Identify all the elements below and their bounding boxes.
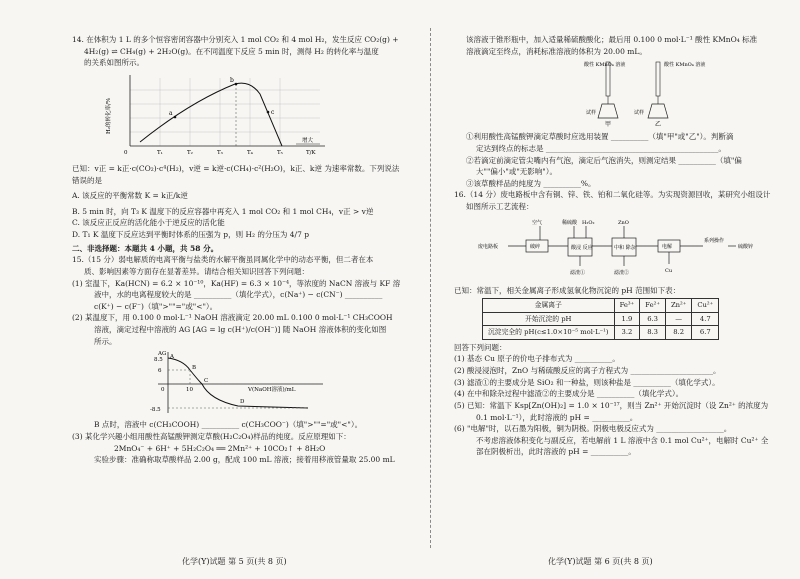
table-header-cell: Fe³⁺	[614, 299, 640, 313]
buret-figure	[586, 60, 784, 128]
point-c-label: c	[271, 108, 275, 116]
flow-series-ops: 系列操作	[704, 237, 725, 244]
q15-cont-line: 溶液滴定至终点，消耗标准溶液的体积为 20.00 mL。	[466, 46, 647, 56]
q15-cont-line: ①利用酸性高锰酸钾滴定草酸时应选用装置 __________（填"甲"或"乙"）。判断滴	[466, 132, 734, 142]
ag-x-label: V(NaOH溶液)/mL	[248, 387, 296, 394]
q15-line: 15.（15 分）弱电解质的电离平衡与盐类的水解平衡虽同属化学中的动态平衡，但二者在本	[72, 255, 374, 265]
q14-line: 14. 在体积为 1 L 的多个恒容密闭容器中分别充入 1 mol CO₂ 和 4 mol H₂，发生反应 CO₂(g) +	[72, 35, 399, 44]
ag-top-value: 8.5	[154, 357, 163, 364]
flow-step-neutralize: 中和 除杂	[614, 244, 636, 251]
filter-residue-1: 滤渣①	[570, 269, 586, 276]
table-cell: 3.2	[614, 326, 640, 340]
reagent-air: 空气	[532, 219, 543, 226]
buret-b-label: 酸性 KMnO₄ 溶液	[664, 62, 706, 69]
point-a-label: a	[169, 109, 173, 117]
y-axis-label: H₂的转化率/%	[106, 97, 112, 134]
flow-step-electrolysis: 电解	[662, 243, 673, 250]
q16-line: 部在阴极析出，此时溶液的 pH = __________。	[476, 447, 636, 457]
point-b-label: b	[230, 76, 234, 84]
q16-line: 不考虑溶液体积变化与副反应，若电解前 1 L 溶液中含 0.1 mol Cu²⁺，电解时 Cu²⁺ 全	[476, 435, 769, 445]
option-c: C. 该反应正反应的活化能小于逆反应的活化能	[72, 218, 225, 228]
q16-line: (6) "电解"时，以石墨为阳极，铜为阴极。阴极电极反应式为 __________________。	[454, 424, 732, 434]
q15-cont-line: ②若滴定前滴定管尖嘴内有气泡，滴定后气泡消失，则测定结果 __________（填"偏	[466, 155, 742, 165]
q15-cont-line: ③该草酸样品的纯度为 __________%。	[466, 178, 596, 188]
known-line: 已知：常温下，相关金属离子形成氢氧化物沉淀的 pH 范围如下表：	[454, 285, 681, 295]
flask-a-label: 试样	[586, 110, 597, 117]
buret-a-label: 酸性 KMnO₄ 溶液	[584, 62, 626, 69]
option-b: B. 5 min 时，向 T₃ K 温度下的反应容器中再充入 1 mol CO₂ 和 1 mol CH₄，v正 > v逆	[72, 206, 374, 216]
flow-start: 废电路板	[478, 243, 499, 250]
chart-origin: 0	[124, 149, 128, 156]
q15-equation: 2MnO₄⁻ + 6H⁺ + 5H₂C₂O₄ ══ 2Mn²⁺ + 10CO₂↑ + 8H₂O	[114, 443, 326, 453]
tick-t3: T₃	[217, 149, 223, 156]
table-row	[483, 326, 719, 340]
ag-mid-value: 6	[158, 368, 162, 375]
table-header-row	[483, 299, 719, 313]
q16-line: 如图所示工艺流程：	[466, 202, 534, 211]
table-cell: 沉淀完全的 pH(c≤1.0×10⁻⁵ mol·L⁻¹)	[483, 326, 615, 340]
q16-line: 0.1 mol·L⁻¹），此时溶液的 pH = __________。	[476, 412, 638, 422]
flow-step-leach: 酸浸 反应	[571, 244, 593, 251]
q14-conversion-chart	[100, 72, 412, 160]
q16-line: (5) 已知：常温下 Ksp[Zn(OH)₂] = 1.0 × 10⁻¹⁷，则当 Zn²⁺ 开始沉淀时（设 Zn²⁺ 的浓度为	[454, 400, 769, 410]
point-D-label: D	[240, 399, 245, 406]
caption-jia: 甲	[605, 121, 612, 129]
reagent-zno: ZnO	[618, 219, 629, 226]
q16-line: (1) 基态 Cu 原子的价电子排布式为 __________。	[454, 354, 620, 364]
left-page	[72, 34, 412, 466]
q16-line: (4) 在中和除杂过程中滤渣②的主要成分是 __________（填化学式）。	[454, 389, 684, 399]
q15-ag-chart	[128, 350, 412, 416]
q15-line: B 点时，溶液中 c(CH₃COOH) __________ c(CH₃COO⁻)（填">""="或"<"）。	[94, 420, 363, 430]
table-row	[483, 312, 719, 326]
q15-line: c(K⁺) − c(F⁻)（填">""="或"<"）。	[94, 301, 218, 311]
table-cell: 8.2	[665, 326, 691, 340]
flow-step-crush: 破碎	[530, 243, 541, 250]
q16-line: (2) 酸浸浸泡时，ZnO 与稀硫酸反应的离子方程式为 ______________________。	[454, 366, 721, 376]
filter-residue-2: 滤渣②	[614, 269, 630, 276]
tick-t2: T₂	[187, 149, 193, 156]
q15-line: 实验步骤：准确称取草酸样品 2.00 g，配成 100 mL 溶液；接着用移液管量取 25.00 mL	[94, 455, 395, 465]
increase-note: 增大	[302, 137, 314, 144]
tick-t1: T₁	[157, 149, 163, 156]
footer-left: 化学(Y)试题 第 5 页(共 8 页)	[182, 557, 287, 566]
table-cell: 1.9	[614, 312, 640, 326]
q15-line: 质、影响因素等方面存在显著差异。请结合相关知识回答下列问题：	[84, 266, 309, 276]
section-heading: 二、非选择题：本题共 4 小题，共 58 分。	[72, 243, 219, 253]
table-header-cell: Cu²⁺	[692, 299, 719, 313]
product-cu: Cu	[665, 267, 673, 274]
table-header-cell: Zn²⁺	[665, 299, 691, 313]
table-header-cell: Fe²⁺	[640, 299, 666, 313]
point-B-label: B	[192, 365, 197, 372]
q15-line: (3) 某化学兴趣小组用酸性高锰酸钾测定草酸(H₂C₂O₄)样品的纯度。反应原理如下：	[72, 431, 351, 441]
ag-bottom-value: -8.5	[150, 407, 161, 414]
table-cell: 8.3	[640, 326, 666, 340]
reagent-h2so4: 稀硫酸	[562, 219, 578, 226]
q16-line: (3) 滤渣①的主要成分是 SiO₂ 和一种盐，则该种盐是 __________（填化学式）。	[454, 377, 720, 387]
option-a: A. 该反应的平衡常数 K = k正/k逆	[72, 191, 188, 201]
tick-t5: T₅	[277, 149, 283, 156]
option-d: D. T₁ K 温度下反应达到平衡时体系的压强为 p，则 H₂ 的分压为 4/7 p	[72, 230, 310, 239]
reagent-h2o2: H₂O₂	[582, 219, 595, 226]
q15-cont-line: 该溶液于锥形瓶中，加入适量稀硫酸酸化；最后用 0.100 0 mol·L⁻¹ 酸性 KMnO₄ 标准	[466, 35, 758, 44]
point-A-label: A	[170, 354, 174, 361]
q15-line: 所示。	[94, 336, 117, 346]
q14-line: 已知：v正 = k正·c(CO₂)·c⁴(H₂)，v逆 = k逆·c(CH₄)·c²(H₂O)，k正、k逆 为速率常数。下列说法	[72, 163, 400, 173]
footer-right: 化学(Y)试题 第 6 页(共 8 页)	[548, 557, 653, 566]
tick-t4: T₄	[247, 149, 253, 156]
page-divider	[430, 28, 431, 548]
table-cell: 4.7	[692, 312, 719, 326]
point-c	[267, 111, 270, 114]
flow-end-product: 硫酸锌	[738, 243, 754, 250]
point-C-label: C	[204, 378, 209, 385]
point-b	[235, 83, 238, 86]
q16-line: 回答下列问题：	[454, 342, 507, 352]
process-flow-diagram	[478, 216, 784, 282]
q14-line: 4H₂(g) ⇌ CH₄(g) + 2H₂O(g)。在不同温度下反应 5 min 时，测得 H₂ 的转化率与温度	[84, 46, 379, 56]
x-axis-label: T/K	[306, 149, 316, 156]
q15-cont-line: 大""偏小"或"无影响"）。	[476, 167, 557, 177]
table-cell: —	[665, 312, 691, 326]
q15-line: 溶液，滴定过程中溶液的 AG [AG = lg c(H⁺)/c(OH⁻)] 随 NaOH 溶液体积的变化如图	[94, 325, 387, 334]
table-cell: 6.7	[692, 326, 719, 340]
right-page	[454, 34, 784, 458]
caption-yi: 乙	[655, 121, 662, 129]
table-header-cell: 金属离子	[483, 299, 615, 313]
q15-cont-line: 定达到终点的标志是 ______________________________________________。	[476, 143, 726, 153]
table-cell: 6.3	[640, 312, 666, 326]
q15-line: (2) 某温度下，用 0.100 0 mol·L⁻¹ NaOH 溶液滴定 20.00 mL 0.100 0 mol·L⁻¹ CH₃COOH	[72, 313, 393, 323]
q14-line: 的关系如图所示。	[84, 58, 144, 68]
table-cell: 开始沉淀的 pH	[483, 312, 615, 326]
ag-origin: 0	[161, 387, 165, 394]
ph-table	[482, 298, 719, 340]
q15-line: (1) 室温下，Ka(HCN) = 6.2 × 10⁻¹⁰，Ka(HF) = 6.3 × 10⁻⁴，等浓度的 NaCN 溶液与 KF 溶	[72, 278, 401, 288]
q15-line: 液中，水的电离程度较大的是 __________（填化学式），c(Na⁺) − c(CN⁻) __________	[94, 290, 383, 300]
q14-line: 错误的是	[72, 175, 102, 185]
ag-axis-label: AG	[158, 351, 167, 358]
point-a	[174, 116, 177, 119]
ag-x10: 10	[186, 387, 193, 394]
q16-line: 16.（14 分）废电路板中含有铜、锌、铁、铂和二氧化硅等。为实现资源回收，某研究小组设计	[454, 190, 771, 200]
flask-b-label: 试样	[634, 110, 645, 117]
